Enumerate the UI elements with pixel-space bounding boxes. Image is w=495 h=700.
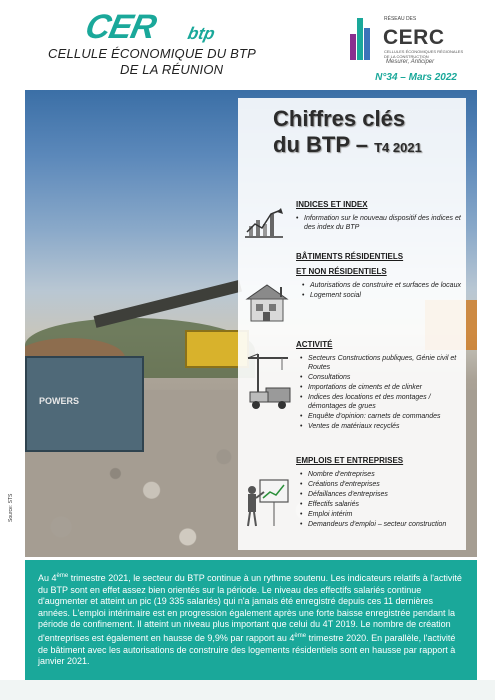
logo-suffix-text: btp (186, 24, 217, 43)
summary-text (25, 560, 477, 668)
section-indices (296, 198, 462, 233)
cerbtp-logo (82, 8, 256, 46)
list-item: • Emploi intérim (300, 510, 462, 519)
section-items (296, 214, 462, 232)
tagline-line1: CELLULE ÉCONOMIQUE DU BTP (48, 46, 256, 61)
list-item: • Ventes de matériaux recyclés (300, 422, 462, 431)
section-title: EMPLOIS ET ENTREPRISES (296, 456, 404, 465)
list-item: • Importations de ciments et de clinker (300, 383, 462, 392)
cerc-bars-icon (350, 18, 372, 60)
contents-panel (238, 98, 466, 550)
cerc-tagline: Mesurer, Anticiper (386, 59, 435, 65)
section-title-cont: ET NON RÉSIDENTIELS (296, 267, 387, 276)
section-items (296, 470, 462, 529)
logo-main-text: CER (82, 8, 159, 46)
crane-truck-icon (244, 350, 296, 412)
list-item: • Secteurs Constructions publiques, Génie civil et Routes (300, 354, 462, 372)
cerc-subtitle: CELLULES ÉCONOMIQUES RÉGIONALES DE LA CONSTRUCTION (384, 49, 464, 59)
list-item: • Enquête d'opinion: carnets de commandes (300, 412, 462, 421)
title-line1: Chiffres clés (273, 106, 406, 131)
section-emplois (296, 454, 462, 530)
list-item: • Logement social (302, 291, 462, 300)
summary-part1: Au 4 (38, 573, 57, 583)
summary-box (25, 560, 477, 680)
issue-number: N°34 – Mars 2022 (375, 72, 457, 83)
organization-tagline (48, 46, 258, 78)
list-item: • Consultations (300, 373, 462, 382)
summary-sup1: ème (56, 573, 69, 579)
machine-label: POWERS (39, 396, 80, 406)
title-line2-wrap (273, 132, 422, 161)
list-item: • Défaillances d'entreprises (300, 490, 462, 499)
chart-trend-icon (243, 206, 285, 246)
footer-strip (0, 680, 495, 700)
list-item: • Indices des locations et des montages / démontages de grues (300, 393, 462, 411)
summary-part3: trimestre 2020. En parallèle, l'activité de bâtiment avec les autorisations de construire des logements résidentiels sont en hausse par rapport à janvier 2021. (38, 632, 456, 667)
section-title: INDICES ET INDEX (296, 200, 368, 209)
section-items (296, 281, 462, 300)
presentation-board-icon (242, 476, 292, 532)
section-items (296, 354, 462, 431)
title-line2: du BTP (273, 132, 350, 157)
list-item: • Créations d'entreprises (300, 480, 462, 489)
photo-source: Source: STS (8, 493, 14, 522)
list-item: • Effectifs salariés (300, 500, 462, 509)
list-item: • Autorisations de construire et surfaces de locaux (302, 281, 462, 290)
list-item: • Information sur le nouveau dispositif des indices et des index du BTP (296, 214, 462, 232)
summary-part2: trimestre 2021, le secteur du BTP continue à un rythme soutenu. Les indicateurs relatifs à l'activité du BTP sont en effet assez bien orientés sur la période. Le niveau des effectifs salariés continue d'augmenter et atteint un pic (19 335 salariés) qui n'a jamais été enregistré depuis ces 11 dernières années. L'emploi intérimaire est en progression également après une forte baisse enregistrée pendant la période de confinement. Il atteint un niveau plus important que celui du 4T 2019. Le nombre de création d'entreprises est également en hausse de 9,9% par rapport au 4 (38, 573, 462, 643)
section-batiments (296, 250, 462, 301)
list-item: • Demandeurs d'emploi – secteur construction (300, 520, 462, 529)
title-dash: – (355, 132, 368, 157)
title-quarter: T4 2021 (374, 140, 422, 155)
section-title: BÂTIMENTS RÉSIDENTIELS (296, 252, 404, 261)
building-icon (241, 281, 297, 325)
section-title: ACTIVITÉ (296, 340, 333, 349)
section-activite (296, 338, 462, 432)
cerc-name: CERC (383, 26, 445, 49)
cerc-network-caption: RÉSEAU DES (384, 16, 417, 22)
tagline-line2: DE LA RÉUNION (120, 62, 224, 77)
cerc-network-logo (346, 14, 466, 72)
cover-title (273, 106, 422, 161)
list-item: • Nombre d'entreprises (300, 470, 462, 479)
summary-sup2: ème (294, 632, 307, 639)
